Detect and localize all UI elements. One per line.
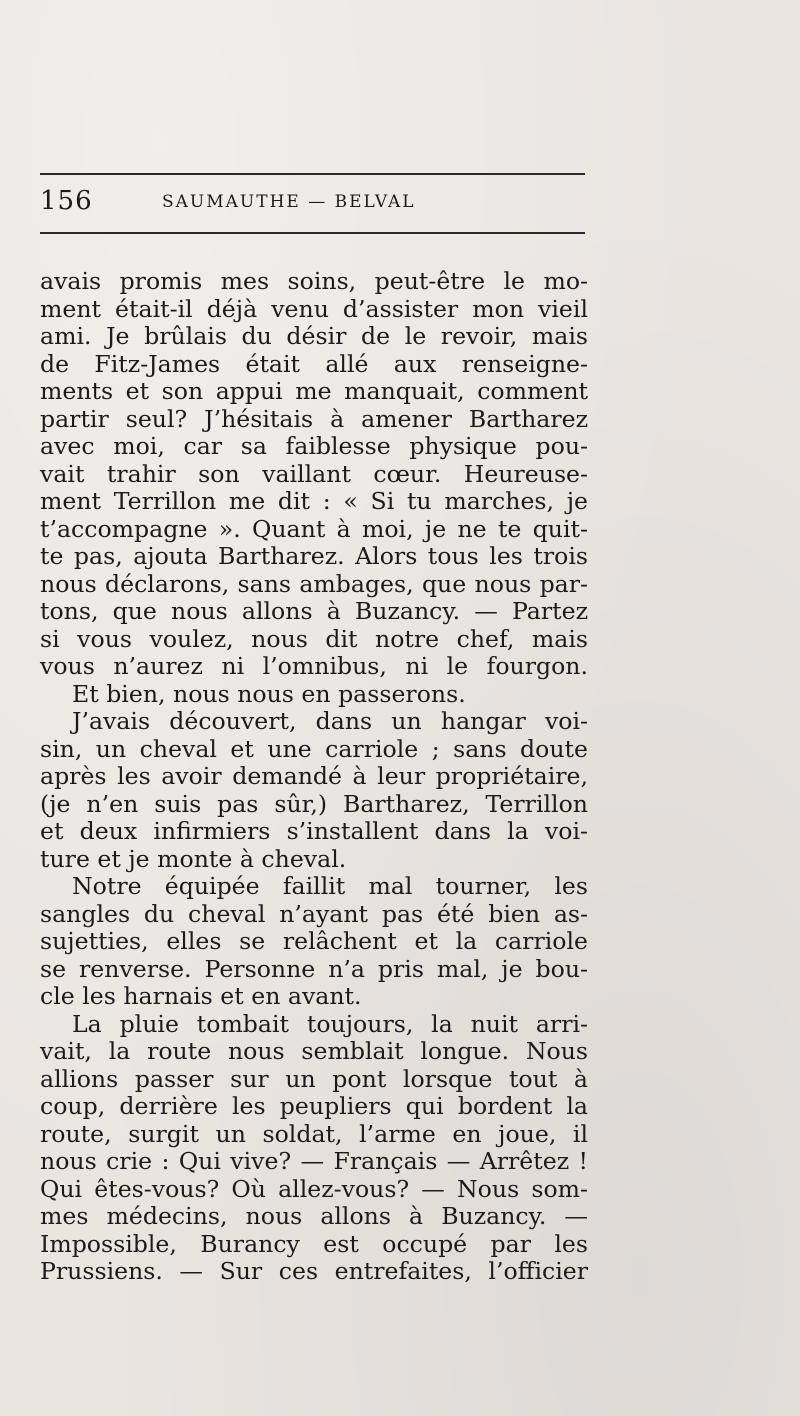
text-line: tons, que nous allons à Buzancy. — Partez <box>40 597 588 625</box>
text-line: vait, la route nous semblait longue. Nous <box>40 1037 588 1065</box>
text-line: Notre équipée faillit mal tourner, les <box>72 872 588 900</box>
text-line: nous crie : Qui vive? — Français — Arrêtez ! <box>40 1147 588 1175</box>
text-line: après les avoir demandé à leur propriétaire, <box>40 762 588 790</box>
text-line: si vous voulez, nous dit notre chef, mais <box>40 624 588 653</box>
header-rule-top <box>40 173 585 175</box>
text-line: Et bien, nous nous en passerons. <box>72 679 466 708</box>
text-line: avais promis mes soins, peut-être le mo- <box>40 267 588 295</box>
header-rule-bottom <box>40 232 585 234</box>
text-line: sangles du cheval n’ayant pas été bien as- <box>40 899 588 928</box>
text-line: t’accompagne ». Quant à moi, je ne te quit- <box>40 514 588 543</box>
text-line: partir seul? J’hésitais à amener Bartharez <box>40 404 588 433</box>
text-line: sin, un cheval et une carriole ; sans doute <box>40 734 588 763</box>
page-number: 156 <box>40 186 93 216</box>
text-line: cle les harnais et en avant. <box>40 982 362 1010</box>
text-line: ment Terrillon me dit : « Si tu marches, je <box>40 487 588 515</box>
body-text <box>40 268 588 1286</box>
text-line: route, surgit un soldat, l’arme en joue, il <box>40 1119 588 1148</box>
text-line: ami. Je brûlais du désir de le revoir, mais <box>40 322 588 350</box>
text-line: et deux infirmiers s’installent dans la voi- <box>40 817 588 845</box>
text-line: nous déclarons, sans ambages, que nous par- <box>40 569 588 598</box>
text-line: avec moi, car sa faiblesse physique pou- <box>40 432 588 460</box>
text-line: sujetties, elles se relâchent et la carriole <box>40 927 588 955</box>
text-line: ture et je monte à cheval. <box>40 844 347 873</box>
text-line: vous n’aurez ni l’omnibus, ni le fourgon. <box>40 652 588 680</box>
text-line: se renverse. Personne n’a pris mal, je bou- <box>40 954 588 983</box>
text-line: de Fitz-James était allé aux renseigne- <box>40 349 588 378</box>
text-line: ment était-il déjà venu d’assister mon vieil <box>40 294 588 323</box>
text-line: allions passer sur un pont lorsque tout à <box>40 1064 588 1093</box>
text-line: te pas, ajouta Bartharez. Alors tous les trois <box>40 542 588 570</box>
text-line: La pluie tombait toujours, la nuit arri- <box>72 1009 588 1038</box>
text-line: vait trahir son vaillant cœur. Heureuse- <box>40 459 588 488</box>
text-line: coup, derrière les peupliers qui bordent la <box>40 1092 588 1120</box>
page-header <box>40 184 585 220</box>
text-line: ments et son appui me manquait, comment <box>40 377 588 405</box>
text-line: Prussiens. — Sur ces entrefaites, l’officier <box>40 1257 588 1285</box>
text-line: Impossible, Burancy est occupé par les <box>40 1229 588 1258</box>
text-line: J’avais découvert, dans un hangar voi- <box>72 707 588 735</box>
text-line: Qui êtes-vous? Où allez-vous? — Nous som- <box>40 1174 588 1203</box>
running-head: SAUMAUTHE — BELVAL <box>162 192 416 212</box>
text-line: mes médecins, nous allons à Buzancy. — <box>40 1202 588 1230</box>
text-line: (je n’en suis pas sûr,) Bartharez, Terrillon <box>40 789 588 818</box>
